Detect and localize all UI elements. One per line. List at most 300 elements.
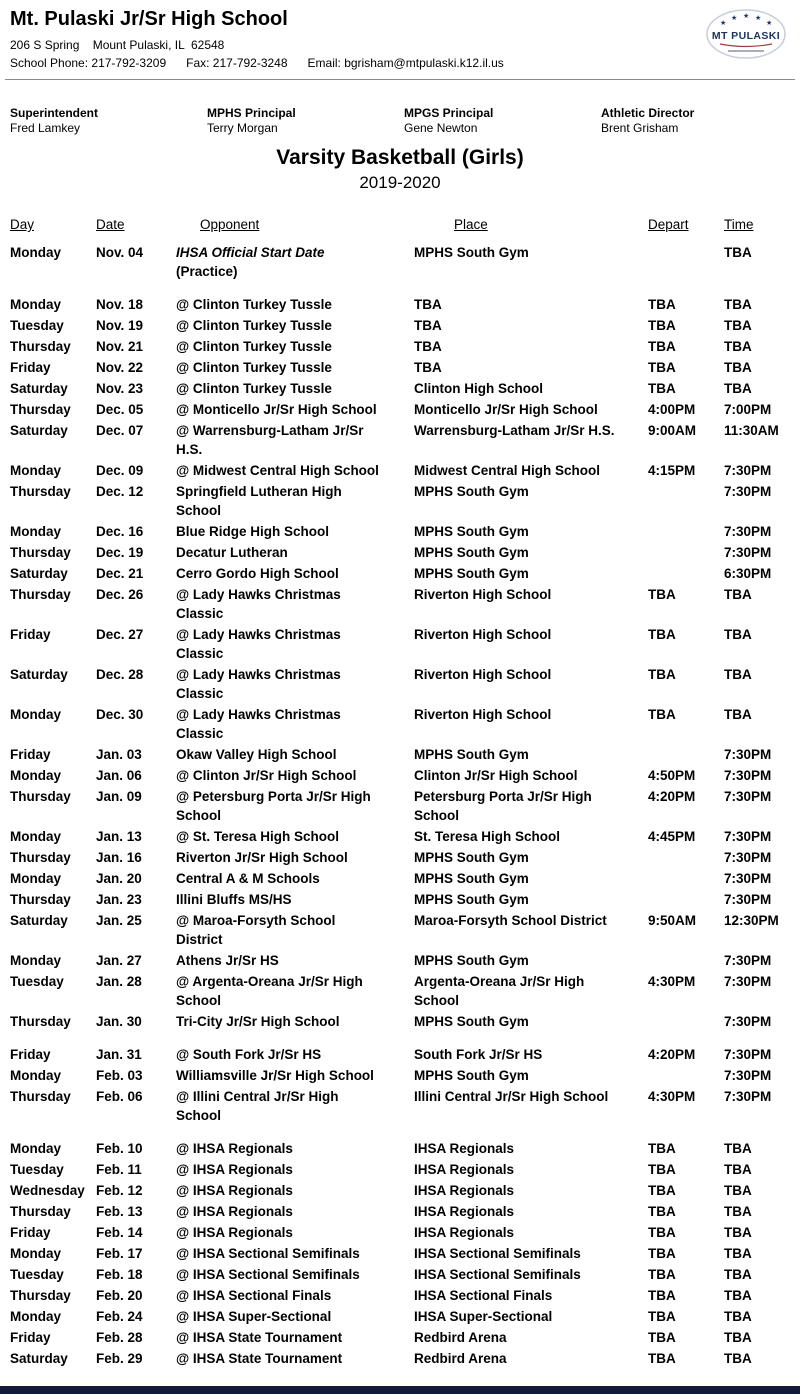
cell-place [414, 1286, 648, 1305]
opponent-line1: @ Lady Hawks Christmas [176, 627, 341, 642]
cell-place [414, 585, 648, 623]
svg-text:★: ★ [720, 20, 727, 27]
cell-opponent [176, 1286, 414, 1305]
place-line1: Redbird Arena [414, 1330, 507, 1345]
cell-date: Dec. 28 [96, 667, 144, 682]
cell-depart [648, 951, 724, 970]
opponent-line2: School [176, 1108, 222, 1123]
cell-opponent [176, 869, 414, 888]
cell-date: Feb. 17 [96, 1246, 143, 1261]
opponent-line2: (Practice) [176, 264, 238, 279]
opponent-line1: @ Warrensburg-Latham Jr/Sr [176, 423, 364, 438]
cell-time: 7:30PM [724, 953, 772, 968]
table-row [10, 1202, 790, 1221]
cell-day: Thursday [10, 545, 71, 560]
opponent-line1: Central A & M Schools [176, 871, 320, 886]
cell-opponent [176, 745, 414, 764]
table-row [10, 295, 790, 314]
cell-opponent [176, 1265, 414, 1284]
staff-title: MPHS Principal [207, 106, 296, 120]
opponent-line1: Springfield Lutheran High [176, 484, 342, 499]
cell-time: TBA [724, 339, 752, 354]
cell-date: Nov. 21 [96, 339, 144, 354]
cell-date: Jan. 09 [96, 789, 142, 804]
cell-day: Monday [10, 245, 62, 260]
cell-depart: TBA [648, 707, 676, 722]
cell-opponent [176, 1087, 414, 1125]
cell-place [414, 951, 648, 970]
table-row [10, 1349, 790, 1368]
opponent-line1: @ Argenta-Oreana Jr/Sr High [176, 974, 363, 989]
place-line1: Warrensburg-Latham Jr/Sr H.S. [414, 423, 615, 438]
opponent-line1: @ Clinton Turkey Tussle [176, 381, 332, 396]
cell-day: Monday [10, 1141, 62, 1156]
table-row [10, 911, 790, 949]
opponent-line1: @ Lady Hawks Christmas [176, 707, 341, 722]
cell-opponent [176, 543, 414, 562]
table-row [10, 358, 790, 377]
cell-day: Tuesday [10, 974, 64, 989]
opponent-line1: @ IHSA Regionals [176, 1183, 293, 1198]
staff-title: Superintendent [10, 106, 99, 120]
cell-opponent [176, 243, 414, 281]
cell-time: 7:30PM [724, 768, 772, 783]
cell-day: Thursday [10, 850, 71, 865]
cell-time: 7:30PM [724, 850, 772, 865]
cell-opponent [176, 522, 414, 541]
table-row [10, 869, 790, 888]
cell-opponent [176, 972, 414, 1010]
header-divider [5, 79, 795, 80]
cell-date: Jan. 06 [96, 768, 142, 783]
cell-place [414, 1066, 648, 1085]
table-row [10, 625, 790, 663]
opponent-line1: @ Clinton Jr/Sr High School [176, 768, 357, 783]
place-line1: TBA [414, 339, 442, 354]
opponent-line1: Athens Jr/Sr HS [176, 953, 279, 968]
opponent-line1: @ IHSA Regionals [176, 1204, 293, 1219]
cell-depart: 4:00PM [648, 402, 696, 417]
cell-place [414, 243, 648, 281]
place-line1: IHSA Regionals [414, 1204, 515, 1219]
place-line1: MPHS South Gym [414, 892, 529, 907]
cell-date: Feb. 12 [96, 1183, 143, 1198]
cell-opponent [176, 827, 414, 846]
cell-day: Tuesday [10, 318, 64, 333]
table-row [10, 400, 790, 419]
cell-day: Thursday [10, 587, 71, 602]
cell-date: Jan. 03 [96, 747, 142, 762]
cell-day: Monday [10, 1068, 62, 1083]
opponent-line1: @ Midwest Central High School [176, 463, 379, 478]
svg-text:MT PULASKI: MT PULASKI [711, 30, 781, 42]
cell-time: TBA [724, 1204, 752, 1219]
place-line1: MPHS South Gym [414, 953, 529, 968]
cell-opponent [176, 564, 414, 583]
place-line1: IHSA Super-Sectional [414, 1309, 553, 1324]
opponent-line1: @ Lady Hawks Christmas [176, 667, 341, 682]
cell-depart [648, 848, 724, 867]
place-line1: IHSA Regionals [414, 1141, 515, 1156]
cell-day: Thursday [10, 484, 71, 499]
cell-day: Tuesday [10, 1267, 64, 1282]
cell-date: Feb. 06 [96, 1089, 143, 1104]
cell-time: TBA [724, 587, 752, 602]
place-line1: Petersburg Porta Jr/Sr High [414, 789, 592, 804]
cell-opponent [176, 1066, 414, 1085]
cell-place [414, 564, 648, 583]
school-name: Mt. Pulaski Jr/Sr High School [10, 8, 288, 30]
cell-place [414, 358, 648, 377]
place-line1: MPHS South Gym [414, 545, 529, 560]
col-header-opponent: Opponent [200, 217, 260, 232]
cell-date: Nov. 04 [96, 245, 144, 260]
place-line1: MPHS South Gym [414, 484, 529, 499]
cell-place [414, 1265, 648, 1284]
opponent-line1: @ Illini Central Jr/Sr High [176, 1089, 339, 1104]
cell-time: 7:30PM [724, 1047, 772, 1062]
table-body [10, 243, 790, 1368]
cell-opponent [176, 1160, 414, 1179]
cell-day: Monday [10, 463, 62, 478]
cell-opponent [176, 400, 414, 419]
opponent-line1: @ IHSA State Tournament [176, 1351, 343, 1366]
table-row [10, 1286, 790, 1305]
cell-day: Thursday [10, 1288, 71, 1303]
cell-place [414, 400, 648, 419]
cell-day: Friday [10, 1330, 51, 1345]
cell-time: 7:30PM [724, 484, 772, 499]
table-row [10, 316, 790, 335]
place-line1: MPHS South Gym [414, 245, 529, 260]
cell-place [414, 543, 648, 562]
cell-time: TBA [724, 360, 752, 375]
place-line1: IHSA Sectional Finals [414, 1288, 553, 1303]
place-line1: Riverton High School [414, 667, 552, 682]
place-line1: South Fork Jr/Sr HS [414, 1047, 543, 1062]
cell-place [414, 848, 648, 867]
school-address: 206 S Spring Mount Pulaski, IL 62548 [10, 38, 225, 52]
opponent-line2: School [176, 993, 222, 1008]
cell-opponent [176, 585, 414, 623]
table-row [10, 379, 790, 398]
cell-opponent [176, 1307, 414, 1326]
cell-time: TBA [724, 667, 752, 682]
cell-depart: 9:50AM [648, 913, 697, 928]
cell-depart: 4:20PM [648, 1047, 696, 1062]
cell-depart: TBA [648, 1267, 676, 1282]
cell-time: TBA [724, 1141, 752, 1156]
cell-time: 7:30PM [724, 892, 772, 907]
col-header-depart: Depart [648, 217, 689, 232]
opponent-line1: @ IHSA Regionals [176, 1162, 293, 1177]
opponent-line1: @ IHSA State Tournament [176, 1330, 343, 1345]
opponent-line1: Decatur Lutheran [176, 545, 288, 560]
table-row [10, 522, 790, 541]
cell-opponent [176, 461, 414, 480]
cell-place [414, 1202, 648, 1221]
svg-text:★: ★ [766, 20, 773, 27]
cell-depart: TBA [648, 1330, 676, 1345]
table-row [10, 1066, 790, 1085]
opponent-line1: @ Monticello Jr/Sr High School [176, 402, 377, 417]
opponent-line1: @ South Fork Jr/Sr HS [176, 1047, 322, 1062]
cell-time: TBA [724, 1330, 752, 1345]
cell-place [414, 827, 648, 846]
cell-date: Nov. 23 [96, 381, 144, 396]
cell-depart: TBA [648, 587, 676, 602]
cell-place [414, 1307, 648, 1326]
opponent-line1: Blue Ridge High School [176, 524, 330, 539]
place-line1: MPHS South Gym [414, 871, 529, 886]
cell-time: 7:30PM [724, 463, 772, 478]
cell-opponent [176, 705, 414, 743]
opponent-line2: Classic [176, 686, 224, 701]
event-title: Varsity Basketball (Girls) [276, 146, 524, 169]
table-row [10, 1045, 790, 1064]
cell-depart: 9:00AM [648, 423, 697, 438]
cell-place [414, 379, 648, 398]
table-row [10, 461, 790, 480]
place-line1: TBA [414, 360, 442, 375]
cell-time: 7:30PM [724, 747, 772, 762]
cell-place [414, 316, 648, 335]
cell-depart: 4:30PM [648, 1089, 696, 1104]
cell-day: Monday [10, 1309, 62, 1324]
cell-opponent [176, 890, 414, 909]
cell-place [414, 1012, 648, 1031]
cell-date: Feb. 14 [96, 1225, 143, 1240]
table-row [10, 787, 790, 825]
opponent-line2: School [176, 808, 222, 823]
cell-depart [648, 543, 724, 562]
place-line1: Riverton High School [414, 707, 552, 722]
cell-day: Saturday [10, 381, 68, 396]
place-line1: Riverton High School [414, 627, 552, 642]
place-line1: Clinton Jr/Sr High School [414, 768, 578, 783]
cell-day: Monday [10, 953, 62, 968]
table-row [10, 1087, 790, 1125]
opponent-line1: @ Clinton Turkey Tussle [176, 339, 332, 354]
table-row [10, 585, 790, 623]
cell-place [414, 665, 648, 703]
cell-day: Tuesday [10, 1162, 64, 1177]
cell-depart: 4:15PM [648, 463, 696, 478]
cell-date: Jan. 25 [96, 913, 142, 928]
cell-depart [648, 564, 724, 583]
svg-text:★: ★ [743, 13, 750, 20]
table-row [10, 951, 790, 970]
cell-day: Thursday [10, 339, 71, 354]
table-row [10, 1244, 790, 1263]
cell-time: 11:30AM [724, 423, 779, 438]
table-row [10, 827, 790, 846]
cell-date: Feb. 11 [96, 1162, 142, 1177]
cell-date: Dec. 27 [96, 627, 144, 642]
cell-place [414, 1328, 648, 1347]
place-line1: IHSA Regionals [414, 1162, 515, 1177]
cell-depart: TBA [648, 318, 676, 333]
school-contact-line: School Phone: 217-792-3209 Fax: 217-792-3248 Email: bgrisham@mtpulaski.k12.il.us [10, 56, 504, 70]
cell-date: Feb. 13 [96, 1204, 143, 1219]
cell-depart: TBA [648, 297, 676, 312]
cell-time: TBA [724, 381, 752, 396]
cell-time: TBA [724, 1267, 752, 1282]
place-line1: TBA [414, 297, 442, 312]
col-header-day: Day [10, 217, 35, 232]
cell-depart: TBA [648, 1351, 676, 1366]
svg-text:★: ★ [755, 15, 762, 22]
opponent-line1: @ IHSA Sectional Semifinals [176, 1267, 360, 1282]
cell-date: Jan. 13 [96, 829, 142, 844]
cell-opponent [176, 911, 414, 949]
cell-time: 7:30PM [724, 974, 772, 989]
place-line1: IHSA Regionals [414, 1225, 515, 1240]
cell-date: Feb. 10 [96, 1141, 143, 1156]
cell-time: 12:30PM [724, 913, 779, 928]
table-row [10, 890, 790, 909]
opponent-line1: @ Clinton Turkey Tussle [176, 360, 332, 375]
staff-row [10, 106, 790, 135]
cell-place [414, 1045, 648, 1064]
cell-depart: 4:50PM [648, 768, 696, 783]
cell-time: TBA [724, 318, 752, 333]
table-row [10, 1223, 790, 1242]
cell-opponent [176, 337, 414, 356]
cell-date: Feb. 24 [96, 1309, 143, 1324]
cell-place [414, 1244, 648, 1263]
cell-place [414, 295, 648, 314]
cell-place [414, 522, 648, 541]
cell-date: Nov. 19 [96, 318, 144, 333]
cell-time: 7:30PM [724, 1068, 772, 1083]
cell-day: Thursday [10, 892, 71, 907]
cell-date: Feb. 03 [96, 1068, 143, 1083]
cell-place [414, 705, 648, 743]
opponent-line1: @ Clinton Turkey Tussle [176, 297, 332, 312]
cell-day: Monday [10, 768, 62, 783]
cell-depart: TBA [648, 1162, 676, 1177]
table-row [10, 564, 790, 583]
opponent-line1: @ Petersburg Porta Jr/Sr High [176, 789, 371, 804]
opponent-line1: IHSA Official Start Date [176, 245, 325, 260]
table-row [10, 665, 790, 703]
cell-date: Jan. 27 [96, 953, 142, 968]
cell-day: Saturday [10, 913, 68, 928]
cell-place [414, 482, 648, 520]
opponent-line2: Classic [176, 726, 224, 741]
cell-opponent [176, 482, 414, 520]
cell-day: Saturday [10, 566, 68, 581]
cell-time: 7:30PM [724, 545, 772, 560]
col-header-date: Date [96, 217, 125, 232]
cell-opponent [176, 1328, 414, 1347]
cell-day: Monday [10, 707, 62, 722]
staff-entry [404, 106, 601, 135]
table-header-row [10, 215, 790, 234]
cell-opponent [176, 1181, 414, 1200]
cell-date: Jan. 31 [96, 1047, 142, 1062]
table-row [10, 1181, 790, 1200]
cell-day: Monday [10, 829, 62, 844]
staff-name: Brent Grisham [601, 121, 679, 135]
cell-place [414, 1139, 648, 1158]
place-line1: St. Teresa High School [414, 829, 561, 844]
cell-depart: TBA [648, 339, 676, 354]
opponent-line1: @ IHSA Super-Sectional [176, 1309, 332, 1324]
cell-time: TBA [724, 1309, 752, 1324]
table-row [10, 1139, 790, 1158]
place-line1: MPHS South Gym [414, 850, 529, 865]
cell-day: Monday [10, 297, 62, 312]
place-line1: MPHS South Gym [414, 566, 529, 581]
cell-depart: TBA [648, 667, 676, 682]
staff-name: Gene Newton [404, 121, 478, 135]
opponent-line2: Classic [176, 606, 224, 621]
event-season: 2019-2020 [359, 173, 441, 192]
cell-place [414, 337, 648, 356]
cell-time: TBA [724, 245, 752, 260]
table-row [10, 421, 790, 459]
place-line1: MPHS South Gym [414, 1014, 529, 1029]
place-line1: Argenta-Oreana Jr/Sr High [414, 974, 585, 989]
cell-opponent [176, 1223, 414, 1242]
opponent-line1: @ IHSA Sectional Semifinals [176, 1246, 360, 1261]
opponent-line1: @ Maroa-Forsyth School [176, 913, 336, 928]
table-row [10, 1265, 790, 1284]
opponent-line1: @ IHSA Regionals [176, 1141, 293, 1156]
cell-time: TBA [724, 1246, 752, 1261]
table-row [10, 1328, 790, 1347]
cell-place [414, 869, 648, 888]
cell-depart: TBA [648, 360, 676, 375]
opponent-line1: @ St. Teresa High School [176, 829, 339, 844]
cell-date: Jan. 23 [96, 892, 142, 907]
cell-depart: TBA [648, 1183, 676, 1198]
cell-opponent [176, 1012, 414, 1031]
cell-day: Thursday [10, 1089, 71, 1104]
staff-name: Terry Morgan [207, 121, 278, 135]
cell-time: TBA [724, 1162, 752, 1177]
place-line1: Redbird Arena [414, 1351, 507, 1366]
place-line1: Maroa-Forsyth School District [414, 913, 607, 928]
cell-date: Jan. 28 [96, 974, 142, 989]
cell-time: TBA [724, 297, 752, 312]
cell-date: Jan. 16 [96, 850, 142, 865]
cell-depart: TBA [648, 1288, 676, 1303]
staff-entry [10, 106, 207, 135]
cell-time: 6:30PM [724, 566, 772, 581]
cell-opponent [176, 625, 414, 663]
cell-time: 7:30PM [724, 829, 772, 844]
staff-title: Athletic Director [601, 106, 695, 120]
cell-place [414, 766, 648, 785]
opponent-line2: District [176, 932, 223, 947]
table-row [10, 543, 790, 562]
cell-depart [648, 869, 724, 888]
cell-place [414, 1181, 648, 1200]
cell-day: Thursday [10, 1014, 71, 1029]
cell-opponent [176, 787, 414, 825]
cell-depart: 4:20PM [648, 789, 696, 804]
staff-title: MPGS Principal [404, 106, 494, 120]
cell-day: Friday [10, 627, 51, 642]
cell-depart [648, 745, 724, 764]
seal-icon [704, 8, 788, 62]
document-header [10, 8, 790, 70]
table-row [10, 243, 790, 281]
cell-date: Feb. 28 [96, 1330, 143, 1345]
